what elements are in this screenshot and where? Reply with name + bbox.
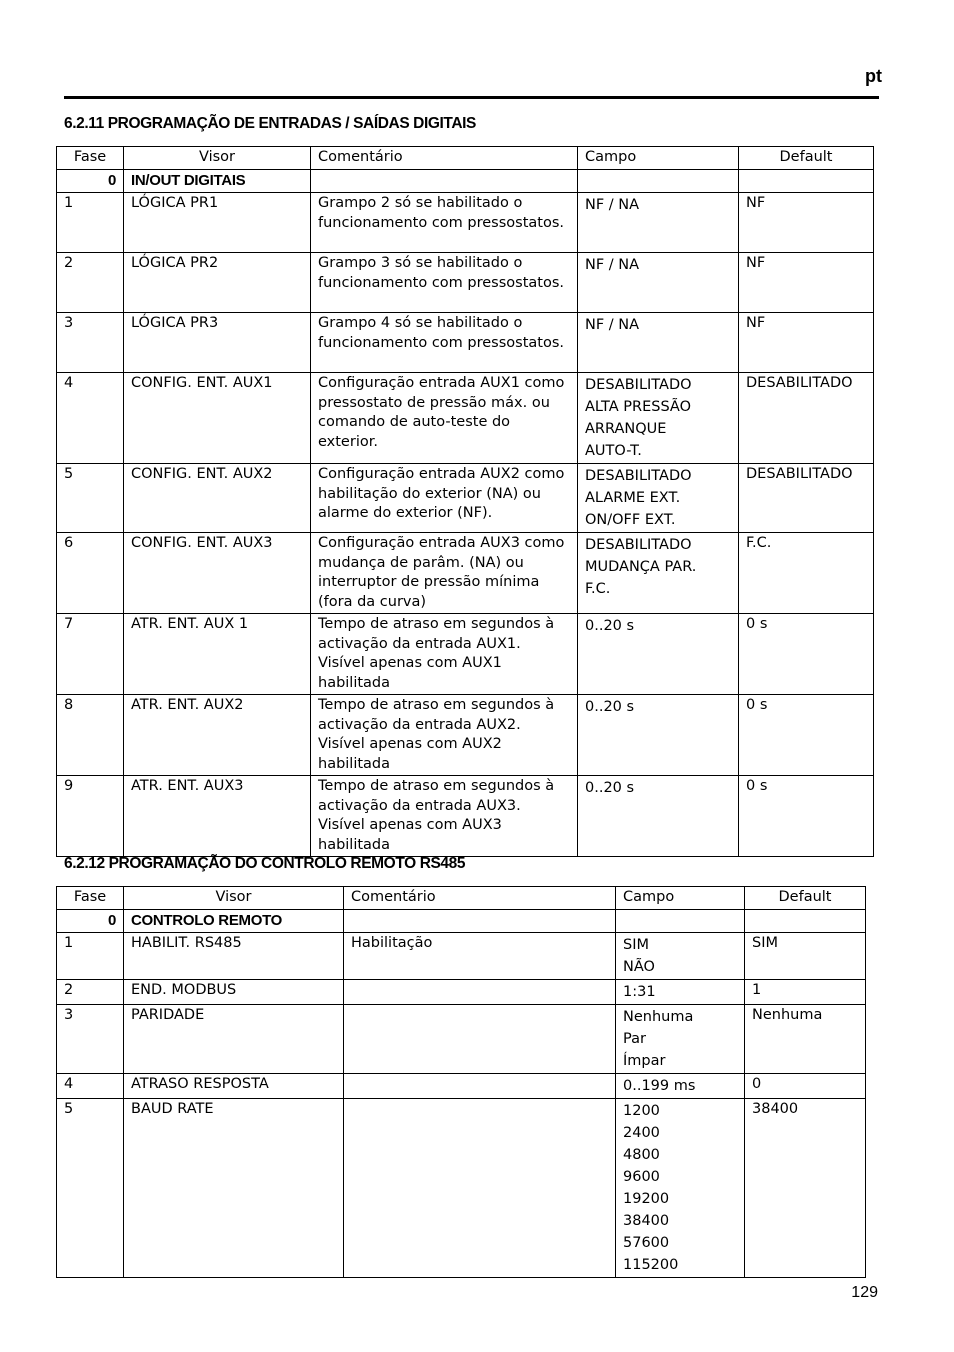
campo-option: 2400 bbox=[623, 1125, 660, 1141]
campo-option: 38400 bbox=[623, 1213, 670, 1229]
campo-option: Nenhuma bbox=[623, 1009, 694, 1025]
language-code: pt bbox=[865, 66, 882, 86]
digital-io-table-body bbox=[57, 147, 874, 857]
table-row bbox=[57, 776, 874, 857]
row-visor: ATR. ENT. AUX3 bbox=[124, 776, 311, 857]
row-comentario: Configuração entrada AUX2 como habilitação do exterior (NA) ou alarme do exterior (NF). bbox=[311, 464, 578, 533]
campo-option: Ímpar bbox=[623, 1053, 666, 1069]
table-row bbox=[57, 373, 874, 464]
group-empty-cell bbox=[745, 910, 866, 933]
row-comentario: Grampo 4 só se habilitado o funcionamento com pressostatos. bbox=[311, 313, 578, 373]
row-campo bbox=[578, 533, 739, 614]
row-default: 38400 bbox=[745, 1099, 866, 1278]
column-header-campo: Campo bbox=[616, 887, 745, 910]
group-fase: 0 bbox=[57, 910, 124, 933]
row-campo bbox=[578, 253, 739, 313]
row-comentario bbox=[344, 1005, 616, 1074]
table-row bbox=[57, 614, 874, 695]
campo-option: ALTA PRESSÃO bbox=[585, 399, 691, 415]
row-visor: ATR. ENT. AUX2 bbox=[124, 695, 311, 776]
campo-option: 19200 bbox=[623, 1191, 670, 1207]
row-visor: CONFIG. ENT. AUX1 bbox=[124, 373, 311, 464]
campo-option: DESABILITADO bbox=[585, 537, 692, 553]
row-fase: 2 bbox=[57, 253, 124, 313]
row-campo bbox=[578, 373, 739, 464]
row-visor: HABILIT. RS485 bbox=[124, 933, 344, 980]
row-visor: END. MODBUS bbox=[124, 980, 344, 1005]
table-row bbox=[57, 313, 874, 373]
row-visor: LÓGICA PR2 bbox=[124, 253, 311, 313]
table-header-row bbox=[57, 147, 874, 170]
campo-option: NF / NA bbox=[585, 197, 640, 213]
table-row bbox=[57, 193, 874, 253]
row-campo bbox=[578, 695, 739, 776]
group-row bbox=[57, 170, 874, 193]
group-row bbox=[57, 910, 866, 933]
row-fase: 6 bbox=[57, 533, 124, 614]
row-comentario: Grampo 3 só se habilitado o funcionamento com pressostatos. bbox=[311, 253, 578, 313]
campo-option: MUDANÇA PAR. bbox=[585, 559, 697, 575]
column-header-default: Default bbox=[745, 887, 866, 910]
campo-option: 4800 bbox=[623, 1147, 660, 1163]
row-comentario: Tempo de atraso em segundos à activação da entrada AUX3. Visível apenas com AUX3 habilitada bbox=[311, 776, 578, 857]
row-default: NF bbox=[739, 193, 874, 253]
campo-option: AUTO-T. bbox=[585, 443, 642, 459]
table-row bbox=[57, 1074, 866, 1099]
row-visor: CONFIG. ENT. AUX3 bbox=[124, 533, 311, 614]
row-fase: 9 bbox=[57, 776, 124, 857]
campo-option: SIM bbox=[623, 937, 649, 953]
campo-option: 1200 bbox=[623, 1103, 660, 1119]
campo-option: 0..20 s bbox=[585, 780, 635, 796]
row-default: 0 bbox=[745, 1074, 866, 1099]
campo-option: DESABILITADO bbox=[585, 468, 692, 484]
campo-option: ARRANQUE bbox=[585, 421, 667, 437]
row-visor: LÓGICA PR1 bbox=[124, 193, 311, 253]
row-default: 0 s bbox=[739, 695, 874, 776]
row-default: SIM bbox=[745, 933, 866, 980]
row-campo bbox=[578, 193, 739, 253]
row-default: F.C. bbox=[739, 533, 874, 614]
row-campo bbox=[578, 464, 739, 533]
row-default: 0 s bbox=[739, 776, 874, 857]
group-visor: CONTROLO REMOTO bbox=[124, 910, 344, 933]
column-header-fase: Fase bbox=[57, 887, 124, 910]
row-fase: 1 bbox=[57, 193, 124, 253]
column-header-visor: Visor bbox=[124, 887, 344, 910]
group-empty-cell bbox=[739, 170, 874, 193]
group-visor: IN/OUT DIGITAIS bbox=[124, 170, 311, 193]
row-comentario: Configuração entrada AUX1 como pressostato de pressão máx. ou comando de auto-teste do exterior. bbox=[311, 373, 578, 464]
row-default: 1 bbox=[745, 980, 866, 1005]
section-title-digital-io: 6.2.11 PROGRAMAÇÃO DE ENTRADAS / SAÍDAS DIGITAIS bbox=[64, 115, 476, 132]
row-campo bbox=[616, 933, 745, 980]
row-default: NF bbox=[739, 313, 874, 373]
row-comentario: Configuração entrada AUX3 como mudança de parâm. (NA) ou interruptor de pressão mínima (fora da curva) bbox=[311, 533, 578, 614]
column-header-fase: Fase bbox=[57, 147, 124, 170]
campo-option: NF / NA bbox=[585, 257, 640, 273]
digital-io-table bbox=[56, 146, 874, 857]
group-empty-cell bbox=[311, 170, 578, 193]
table-row bbox=[57, 533, 874, 614]
row-comentario bbox=[344, 1099, 616, 1278]
column-header-campo: Campo bbox=[578, 147, 739, 170]
row-fase: 3 bbox=[57, 313, 124, 373]
row-fase: 4 bbox=[57, 373, 124, 464]
campo-option: ON/OFF EXT. bbox=[585, 512, 676, 528]
campo-option: F.C. bbox=[585, 581, 611, 597]
column-header-comentario: Comentário bbox=[344, 887, 616, 910]
row-default: DESABILITADO bbox=[739, 373, 874, 464]
row-fase: 7 bbox=[57, 614, 124, 695]
campo-option: ALARME EXT. bbox=[585, 490, 681, 506]
row-default: Nenhuma bbox=[745, 1005, 866, 1074]
row-campo bbox=[616, 1005, 745, 1074]
row-campo bbox=[578, 313, 739, 373]
row-visor: ATRASO RESPOSTA bbox=[124, 1074, 344, 1099]
column-header-visor: Visor bbox=[124, 147, 311, 170]
campo-option: NF / NA bbox=[585, 317, 640, 333]
table-row bbox=[57, 464, 874, 533]
table-row bbox=[57, 253, 874, 313]
campo-option: 115200 bbox=[623, 1257, 679, 1273]
row-comentario: Grampo 2 só se habilitado o funcionamento com pressostatos. bbox=[311, 193, 578, 253]
group-empty-cell bbox=[616, 910, 745, 933]
column-header-default: Default bbox=[739, 147, 874, 170]
row-comentario: Tempo de atraso em segundos à activação da entrada AUX1. Visível apenas com AUX1 habilitada bbox=[311, 614, 578, 695]
row-fase: 5 bbox=[57, 1099, 124, 1278]
row-campo bbox=[578, 614, 739, 695]
campo-option: 57600 bbox=[623, 1235, 670, 1251]
remote-control-table-body bbox=[57, 887, 866, 1278]
group-empty-cell bbox=[578, 170, 739, 193]
campo-option: DESABILITADO bbox=[585, 377, 692, 393]
row-comentario bbox=[344, 980, 616, 1005]
row-fase: 8 bbox=[57, 695, 124, 776]
row-fase: 1 bbox=[57, 933, 124, 980]
campo-option: 1:31 bbox=[623, 984, 656, 1000]
row-campo bbox=[616, 1099, 745, 1278]
header-rule bbox=[64, 96, 879, 99]
row-visor: CONFIG. ENT. AUX2 bbox=[124, 464, 311, 533]
column-header-comentario: Comentário bbox=[311, 147, 578, 170]
campo-option: Par bbox=[623, 1031, 646, 1047]
remote-control-table bbox=[56, 886, 866, 1278]
row-campo bbox=[578, 776, 739, 857]
row-campo bbox=[616, 1074, 745, 1099]
row-visor: ATR. ENT. AUX 1 bbox=[124, 614, 311, 695]
table-row bbox=[57, 933, 866, 980]
row-fase: 2 bbox=[57, 980, 124, 1005]
row-fase: 4 bbox=[57, 1074, 124, 1099]
table-row bbox=[57, 980, 866, 1005]
row-visor: PARIDADE bbox=[124, 1005, 344, 1074]
row-comentario: Habilitação bbox=[344, 933, 616, 980]
row-campo bbox=[616, 980, 745, 1005]
group-fase: 0 bbox=[57, 170, 124, 193]
table-header-row bbox=[57, 887, 866, 910]
row-default: DESABILITADO bbox=[739, 464, 874, 533]
campo-option: 0..20 s bbox=[585, 699, 635, 715]
campo-option: NÃO bbox=[623, 959, 655, 975]
row-comentario: Tempo de atraso em segundos à activação da entrada AUX2. Visível apenas com AUX2 habilitada bbox=[311, 695, 578, 776]
row-fase: 5 bbox=[57, 464, 124, 533]
table-row bbox=[57, 1099, 866, 1278]
group-empty-cell bbox=[344, 910, 616, 933]
campo-option: 0..20 s bbox=[585, 618, 635, 634]
row-comentario bbox=[344, 1074, 616, 1099]
table-row bbox=[57, 1005, 866, 1074]
row-default: 0 s bbox=[739, 614, 874, 695]
campo-option: 9600 bbox=[623, 1169, 660, 1185]
row-visor: LÓGICA PR3 bbox=[124, 313, 311, 373]
table-row bbox=[57, 695, 874, 776]
row-default: NF bbox=[739, 253, 874, 313]
page-number: 129 bbox=[851, 1284, 878, 1301]
section-title-remote-control: 6.2.12 PROGRAMAÇÃO DO CONTROLO REMOTO RS485 bbox=[64, 855, 466, 872]
row-fase: 3 bbox=[57, 1005, 124, 1074]
campo-option: 0..199 ms bbox=[623, 1078, 696, 1094]
row-visor: BAUD RATE bbox=[124, 1099, 344, 1278]
